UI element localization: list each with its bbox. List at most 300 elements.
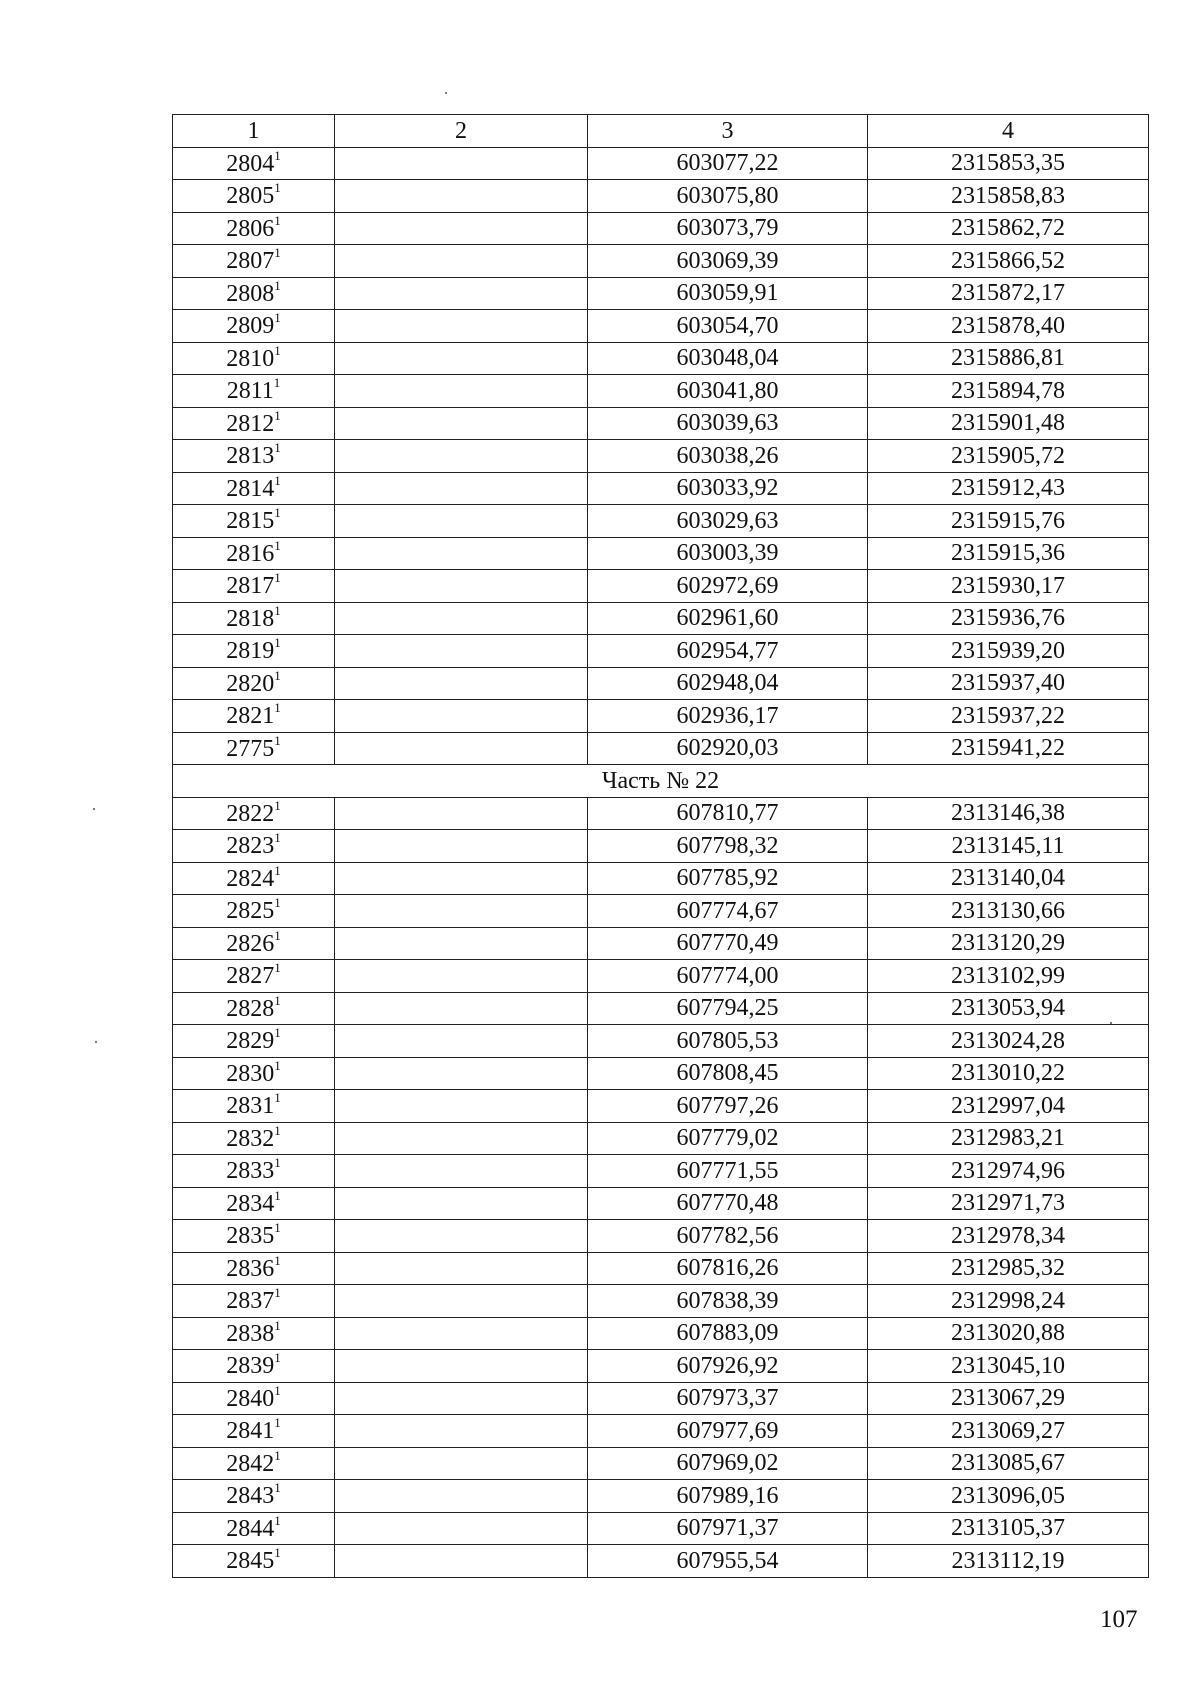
x-coordinate-cell: 603075,80 bbox=[588, 180, 868, 213]
point-number-cell bbox=[173, 1252, 335, 1285]
y-coordinate-cell: 2315905,72 bbox=[868, 440, 1149, 473]
point-number-superscript: 1 bbox=[274, 472, 281, 488]
x-coordinate-cell: 603029,63 bbox=[588, 505, 868, 538]
table-row bbox=[173, 1317, 1149, 1350]
x-coordinate-cell: 602961,60 bbox=[588, 602, 868, 635]
table-row bbox=[173, 667, 1149, 700]
column-2-cell bbox=[335, 310, 588, 343]
y-coordinate-cell: 2315853,35 bbox=[868, 147, 1149, 180]
point-number-superscript: 1 bbox=[274, 635, 281, 651]
point-number-superscript: 1 bbox=[274, 212, 281, 228]
point-number-superscript: 1 bbox=[274, 1382, 281, 1398]
table-row bbox=[173, 895, 1149, 928]
y-coordinate-cell: 2315886,81 bbox=[868, 342, 1149, 375]
x-coordinate-cell: 607969,02 bbox=[588, 1447, 868, 1480]
column-2-cell bbox=[335, 1512, 588, 1545]
y-coordinate-cell: 2313105,37 bbox=[868, 1512, 1149, 1545]
table-row bbox=[173, 505, 1149, 538]
point-number-superscript: 1 bbox=[274, 1512, 281, 1528]
y-coordinate-cell: 2312997,04 bbox=[868, 1090, 1149, 1123]
point-number-cell bbox=[173, 895, 335, 928]
point-number-cell bbox=[173, 570, 335, 603]
table-row bbox=[173, 277, 1149, 310]
y-coordinate-cell: 2313130,66 bbox=[868, 895, 1149, 928]
y-coordinate-cell: 2315937,40 bbox=[868, 667, 1149, 700]
column-2-cell bbox=[335, 245, 588, 278]
table-row bbox=[173, 960, 1149, 993]
point-number-cell bbox=[173, 635, 335, 668]
point-number: 2818 bbox=[226, 605, 275, 632]
point-number-cell bbox=[173, 667, 335, 700]
table-row bbox=[173, 472, 1149, 505]
table-row bbox=[173, 1350, 1149, 1383]
point-number: 2837 bbox=[226, 1288, 275, 1315]
y-coordinate-cell: 2315894,78 bbox=[868, 375, 1149, 408]
point-number: 2816 bbox=[226, 540, 275, 567]
table-row bbox=[173, 1155, 1149, 1188]
point-number: 2822 bbox=[226, 800, 275, 827]
point-number-superscript: 1 bbox=[274, 1317, 281, 1333]
y-coordinate-cell: 2315858,83 bbox=[868, 180, 1149, 213]
x-coordinate-cell: 607798,32 bbox=[588, 830, 868, 863]
point-number-superscript: 1 bbox=[274, 1252, 281, 1268]
y-coordinate-cell: 2313045,10 bbox=[868, 1350, 1149, 1383]
table-body bbox=[173, 147, 1149, 1577]
table-row bbox=[173, 1480, 1149, 1513]
point-number-cell bbox=[173, 1187, 335, 1220]
column-2-cell bbox=[335, 895, 588, 928]
y-coordinate-cell: 2312974,96 bbox=[868, 1155, 1149, 1188]
point-number-cell bbox=[173, 700, 335, 733]
x-coordinate-cell: 607782,56 bbox=[588, 1220, 868, 1253]
point-number-superscript: 1 bbox=[274, 407, 281, 423]
point-number: 2813 bbox=[226, 443, 275, 470]
point-number-superscript: 1 bbox=[274, 180, 281, 196]
point-number-superscript: 1 bbox=[274, 1057, 281, 1073]
x-coordinate-cell: 607774,00 bbox=[588, 960, 868, 993]
point-number: 2805 bbox=[226, 183, 275, 210]
table-row bbox=[173, 440, 1149, 473]
point-number-cell bbox=[173, 1382, 335, 1415]
column-2-cell bbox=[335, 1480, 588, 1513]
scan-speck bbox=[1110, 1022, 1112, 1024]
column-2-cell bbox=[335, 1382, 588, 1415]
point-number-superscript: 1 bbox=[274, 310, 281, 326]
y-coordinate-cell: 2312985,32 bbox=[868, 1252, 1149, 1285]
point-number-cell bbox=[173, 1545, 335, 1578]
y-coordinate-cell: 2315936,76 bbox=[868, 602, 1149, 635]
table-row bbox=[173, 212, 1149, 245]
point-number-cell bbox=[173, 1220, 335, 1253]
point-number: 2835 bbox=[226, 1223, 275, 1250]
table-row bbox=[173, 862, 1149, 895]
y-coordinate-cell: 2315915,36 bbox=[868, 537, 1149, 570]
x-coordinate-cell: 602936,17 bbox=[588, 700, 868, 733]
point-number-superscript: 1 bbox=[274, 342, 281, 358]
point-number-cell bbox=[173, 472, 335, 505]
column-2-cell bbox=[335, 505, 588, 538]
point-number-cell bbox=[173, 375, 335, 408]
x-coordinate-cell: 603077,22 bbox=[588, 147, 868, 180]
column-2-cell bbox=[335, 960, 588, 993]
table-row bbox=[173, 375, 1149, 408]
point-number: 2831 bbox=[226, 1093, 275, 1120]
point-number-superscript: 1 bbox=[274, 245, 281, 261]
x-coordinate-cell: 603073,79 bbox=[588, 212, 868, 245]
point-number-cell bbox=[173, 862, 335, 895]
column-2-cell bbox=[335, 537, 588, 570]
table-row bbox=[173, 1220, 1149, 1253]
column-2-cell bbox=[335, 440, 588, 473]
point-number: 2840 bbox=[226, 1385, 275, 1412]
y-coordinate-cell: 2315930,17 bbox=[868, 570, 1149, 603]
point-number: 2825 bbox=[226, 898, 275, 925]
table-row bbox=[173, 570, 1149, 603]
column-2-cell bbox=[335, 667, 588, 700]
table-row bbox=[173, 700, 1149, 733]
point-number-cell bbox=[173, 310, 335, 343]
x-coordinate-cell: 607810,77 bbox=[588, 797, 868, 830]
point-number: 2824 bbox=[226, 865, 275, 892]
point-number: 2806 bbox=[226, 215, 275, 242]
y-coordinate-cell: 2315901,48 bbox=[868, 407, 1149, 440]
x-coordinate-cell: 603048,04 bbox=[588, 342, 868, 375]
column-2-cell bbox=[335, 1317, 588, 1350]
y-coordinate-cell: 2313140,04 bbox=[868, 862, 1149, 895]
point-number: 2814 bbox=[226, 475, 275, 502]
point-number: 2819 bbox=[226, 638, 275, 665]
column-2-cell bbox=[335, 342, 588, 375]
table-row bbox=[173, 1382, 1149, 1415]
x-coordinate-cell: 607779,02 bbox=[588, 1122, 868, 1155]
x-coordinate-cell: 603059,91 bbox=[588, 277, 868, 310]
point-number: 2817 bbox=[226, 573, 275, 600]
y-coordinate-cell: 2315912,43 bbox=[868, 472, 1149, 505]
point-number: 2839 bbox=[226, 1353, 275, 1380]
point-number: 2830 bbox=[226, 1060, 275, 1087]
point-number-cell bbox=[173, 277, 335, 310]
point-number-superscript: 1 bbox=[274, 147, 281, 163]
x-coordinate-cell: 607971,37 bbox=[588, 1512, 868, 1545]
table-row bbox=[173, 537, 1149, 570]
column-2-cell bbox=[335, 830, 588, 863]
x-coordinate-cell: 607926,92 bbox=[588, 1350, 868, 1383]
x-coordinate-cell: 607989,16 bbox=[588, 1480, 868, 1513]
section-title: Часть № 22 bbox=[173, 765, 1149, 798]
point-number: 2775 bbox=[226, 735, 275, 762]
point-number: 2821 bbox=[226, 703, 275, 730]
x-coordinate-cell: 607794,25 bbox=[588, 992, 868, 1025]
x-coordinate-cell: 607977,69 bbox=[588, 1415, 868, 1448]
point-number: 2843 bbox=[226, 1483, 275, 1510]
point-number: 2823 bbox=[226, 833, 275, 860]
point-number-cell bbox=[173, 1317, 335, 1350]
table-row bbox=[173, 1512, 1149, 1545]
x-coordinate-cell: 603041,80 bbox=[588, 375, 868, 408]
point-number-cell bbox=[173, 342, 335, 375]
point-number: 2804 bbox=[226, 150, 275, 177]
point-number-superscript: 1 bbox=[274, 862, 281, 878]
column-2-cell bbox=[335, 1057, 588, 1090]
point-number-cell bbox=[173, 147, 335, 180]
column-2-cell bbox=[335, 180, 588, 213]
y-coordinate-cell: 2313085,67 bbox=[868, 1447, 1149, 1480]
point-number-superscript: 1 bbox=[274, 1350, 281, 1366]
point-number: 2828 bbox=[226, 995, 275, 1022]
y-coordinate-cell: 2312971,73 bbox=[868, 1187, 1149, 1220]
y-coordinate-cell: 2315862,72 bbox=[868, 212, 1149, 245]
point-number-superscript: 1 bbox=[274, 602, 281, 618]
column-2-cell bbox=[335, 1220, 588, 1253]
column-2-cell bbox=[335, 147, 588, 180]
point-number-superscript: 1 bbox=[274, 895, 281, 911]
table-row bbox=[173, 407, 1149, 440]
x-coordinate-cell: 603069,39 bbox=[588, 245, 868, 278]
x-coordinate-cell: 603033,92 bbox=[588, 472, 868, 505]
point-number-cell bbox=[173, 440, 335, 473]
column-2-cell bbox=[335, 375, 588, 408]
x-coordinate-cell: 603038,26 bbox=[588, 440, 868, 473]
table-row bbox=[173, 732, 1149, 765]
point-number: 2820 bbox=[226, 670, 275, 697]
point-number: 2810 bbox=[226, 345, 275, 372]
point-number-cell bbox=[173, 180, 335, 213]
point-number-superscript: 1 bbox=[274, 570, 281, 586]
column-2-cell bbox=[335, 1090, 588, 1123]
x-coordinate-cell: 602954,77 bbox=[588, 635, 868, 668]
y-coordinate-cell: 2315915,76 bbox=[868, 505, 1149, 538]
column-2-cell bbox=[335, 1252, 588, 1285]
x-coordinate-cell: 607774,67 bbox=[588, 895, 868, 928]
y-coordinate-cell: 2313020,88 bbox=[868, 1317, 1149, 1350]
point-number-cell bbox=[173, 1025, 335, 1058]
point-number: 2834 bbox=[226, 1190, 275, 1217]
point-number-cell bbox=[173, 1350, 335, 1383]
column-2-cell bbox=[335, 700, 588, 733]
point-number-cell bbox=[173, 1285, 335, 1318]
header-cell-1: 1 bbox=[173, 115, 335, 148]
point-number-superscript: 1 bbox=[274, 667, 281, 683]
point-number-cell bbox=[173, 1480, 335, 1513]
table-row bbox=[173, 1252, 1149, 1285]
table-row bbox=[173, 1285, 1149, 1318]
point-number-superscript: 1 bbox=[274, 960, 281, 976]
y-coordinate-cell: 2315941,22 bbox=[868, 732, 1149, 765]
point-number-superscript: 1 bbox=[274, 1285, 281, 1301]
point-number-cell bbox=[173, 1447, 335, 1480]
point-number-superscript: 1 bbox=[273, 375, 281, 391]
table-row bbox=[173, 147, 1149, 180]
x-coordinate-cell: 607808,45 bbox=[588, 1057, 868, 1090]
y-coordinate-cell: 2313069,27 bbox=[868, 1415, 1149, 1448]
y-coordinate-cell: 2313010,22 bbox=[868, 1057, 1149, 1090]
point-number: 2808 bbox=[226, 280, 275, 307]
point-number-cell bbox=[173, 1415, 335, 1448]
point-number-superscript: 1 bbox=[274, 797, 281, 813]
point-number-cell bbox=[173, 960, 335, 993]
header-cell-4: 4 bbox=[868, 115, 1149, 148]
point-number-superscript: 1 bbox=[274, 992, 281, 1008]
table-row bbox=[173, 310, 1149, 343]
point-number-cell bbox=[173, 602, 335, 635]
scan-speck bbox=[95, 1041, 97, 1043]
x-coordinate-cell: 607797,26 bbox=[588, 1090, 868, 1123]
point-number: 2841 bbox=[226, 1418, 275, 1445]
table-row bbox=[173, 830, 1149, 863]
x-coordinate-cell: 607771,55 bbox=[588, 1155, 868, 1188]
column-2-cell bbox=[335, 407, 588, 440]
table-row bbox=[173, 180, 1149, 213]
x-coordinate-cell: 607955,54 bbox=[588, 1545, 868, 1578]
column-2-cell bbox=[335, 927, 588, 960]
table-row bbox=[173, 927, 1149, 960]
column-2-cell bbox=[335, 1545, 588, 1578]
x-coordinate-cell: 602920,03 bbox=[588, 732, 868, 765]
point-number: 2812 bbox=[226, 410, 275, 437]
x-coordinate-cell: 607770,48 bbox=[588, 1187, 868, 1220]
column-2-cell bbox=[335, 602, 588, 635]
column-2-cell bbox=[335, 797, 588, 830]
column-2-cell bbox=[335, 472, 588, 505]
table-row bbox=[173, 797, 1149, 830]
point-number-superscript: 1 bbox=[274, 537, 281, 553]
point-number-cell bbox=[173, 927, 335, 960]
point-number-superscript: 1 bbox=[274, 830, 281, 846]
point-number: 2836 bbox=[226, 1255, 275, 1282]
point-number-superscript: 1 bbox=[274, 1480, 281, 1496]
point-number: 2807 bbox=[226, 248, 275, 275]
column-2-cell bbox=[335, 1447, 588, 1480]
table-row bbox=[173, 1447, 1149, 1480]
point-number: 2844 bbox=[226, 1515, 275, 1542]
point-number-superscript: 1 bbox=[274, 1545, 281, 1561]
table-row bbox=[173, 1025, 1149, 1058]
column-2-cell bbox=[335, 570, 588, 603]
point-number: 2827 bbox=[226, 963, 275, 990]
point-number-superscript: 1 bbox=[274, 1122, 281, 1138]
point-number: 2811 bbox=[226, 378, 274, 405]
scan-speck bbox=[93, 808, 95, 810]
x-coordinate-cell: 607838,39 bbox=[588, 1285, 868, 1318]
x-coordinate-cell: 607883,09 bbox=[588, 1317, 868, 1350]
point-number: 2809 bbox=[226, 313, 275, 340]
column-2-cell bbox=[335, 1415, 588, 1448]
y-coordinate-cell: 2312998,24 bbox=[868, 1285, 1149, 1318]
point-number-cell bbox=[173, 797, 335, 830]
point-number: 2845 bbox=[226, 1548, 275, 1575]
point-number-cell bbox=[173, 992, 335, 1025]
y-coordinate-cell: 2313146,38 bbox=[868, 797, 1149, 830]
point-number-cell bbox=[173, 1122, 335, 1155]
point-number-superscript: 1 bbox=[274, 1025, 281, 1041]
point-number-cell bbox=[173, 1057, 335, 1090]
point-number-superscript: 1 bbox=[274, 732, 281, 748]
column-2-cell bbox=[335, 1187, 588, 1220]
column-2-cell bbox=[335, 635, 588, 668]
point-number-superscript: 1 bbox=[274, 505, 281, 521]
point-number-cell bbox=[173, 1090, 335, 1123]
x-coordinate-cell: 607805,53 bbox=[588, 1025, 868, 1058]
table-row bbox=[173, 1122, 1149, 1155]
column-2-cell bbox=[335, 1122, 588, 1155]
point-number-superscript: 1 bbox=[274, 700, 281, 716]
point-number: 2829 bbox=[226, 1028, 275, 1055]
point-number-superscript: 1 bbox=[274, 440, 281, 456]
y-coordinate-cell: 2315872,17 bbox=[868, 277, 1149, 310]
table-row bbox=[173, 1187, 1149, 1220]
y-coordinate-cell: 2312983,21 bbox=[868, 1122, 1149, 1155]
y-coordinate-cell: 2315937,22 bbox=[868, 700, 1149, 733]
table-row bbox=[173, 635, 1149, 668]
point-number-superscript: 1 bbox=[274, 1187, 281, 1203]
y-coordinate-cell: 2315866,52 bbox=[868, 245, 1149, 278]
column-2-cell bbox=[335, 1285, 588, 1318]
table-row bbox=[173, 342, 1149, 375]
table-row bbox=[173, 1090, 1149, 1123]
section-title-row bbox=[173, 765, 1149, 798]
point-number-superscript: 1 bbox=[274, 927, 281, 943]
column-2-cell bbox=[335, 992, 588, 1025]
y-coordinate-cell: 2313096,05 bbox=[868, 1480, 1149, 1513]
header-cell-3: 3 bbox=[588, 115, 868, 148]
table-header-row bbox=[173, 115, 1149, 148]
point-number: 2842 bbox=[226, 1450, 275, 1477]
point-number-superscript: 1 bbox=[274, 1090, 281, 1106]
y-coordinate-cell: 2313024,28 bbox=[868, 1025, 1149, 1058]
header-cell-2: 2 bbox=[335, 115, 588, 148]
x-coordinate-cell: 607785,92 bbox=[588, 862, 868, 895]
page-number: 107 bbox=[1100, 1606, 1138, 1633]
point-number: 2832 bbox=[226, 1125, 275, 1152]
y-coordinate-cell: 2313112,19 bbox=[868, 1545, 1149, 1578]
y-coordinate-cell: 2313053,94 bbox=[868, 992, 1149, 1025]
y-coordinate-cell: 2313120,29 bbox=[868, 927, 1149, 960]
column-2-cell bbox=[335, 1350, 588, 1383]
x-coordinate-cell: 607770,49 bbox=[588, 927, 868, 960]
point-number-cell bbox=[173, 1155, 335, 1188]
point-number: 2815 bbox=[226, 508, 275, 535]
x-coordinate-cell: 607816,26 bbox=[588, 1252, 868, 1285]
x-coordinate-cell: 607973,37 bbox=[588, 1382, 868, 1415]
x-coordinate-cell: 603003,39 bbox=[588, 537, 868, 570]
x-coordinate-cell: 603054,70 bbox=[588, 310, 868, 343]
point-number-superscript: 1 bbox=[274, 1447, 281, 1463]
scan-speck bbox=[445, 92, 447, 94]
column-2-cell bbox=[335, 212, 588, 245]
point-number-superscript: 1 bbox=[274, 277, 281, 293]
column-2-cell bbox=[335, 862, 588, 895]
point-number: 2826 bbox=[226, 930, 275, 957]
x-coordinate-cell: 602948,04 bbox=[588, 667, 868, 700]
y-coordinate-cell: 2313102,99 bbox=[868, 960, 1149, 993]
point-number-cell bbox=[173, 212, 335, 245]
coordinates-table bbox=[172, 114, 1149, 1578]
point-number-cell bbox=[173, 245, 335, 278]
x-coordinate-cell: 603039,63 bbox=[588, 407, 868, 440]
y-coordinate-cell: 2312978,34 bbox=[868, 1220, 1149, 1253]
column-2-cell bbox=[335, 277, 588, 310]
column-2-cell bbox=[335, 732, 588, 765]
x-coordinate-cell: 602972,69 bbox=[588, 570, 868, 603]
table-row bbox=[173, 1545, 1149, 1578]
point-number-cell bbox=[173, 732, 335, 765]
point-number-cell bbox=[173, 1512, 335, 1545]
point-number-superscript: 1 bbox=[274, 1155, 281, 1171]
table-row bbox=[173, 602, 1149, 635]
table-row bbox=[173, 1415, 1149, 1448]
point-number-cell bbox=[173, 537, 335, 570]
point-number-superscript: 1 bbox=[274, 1415, 281, 1431]
